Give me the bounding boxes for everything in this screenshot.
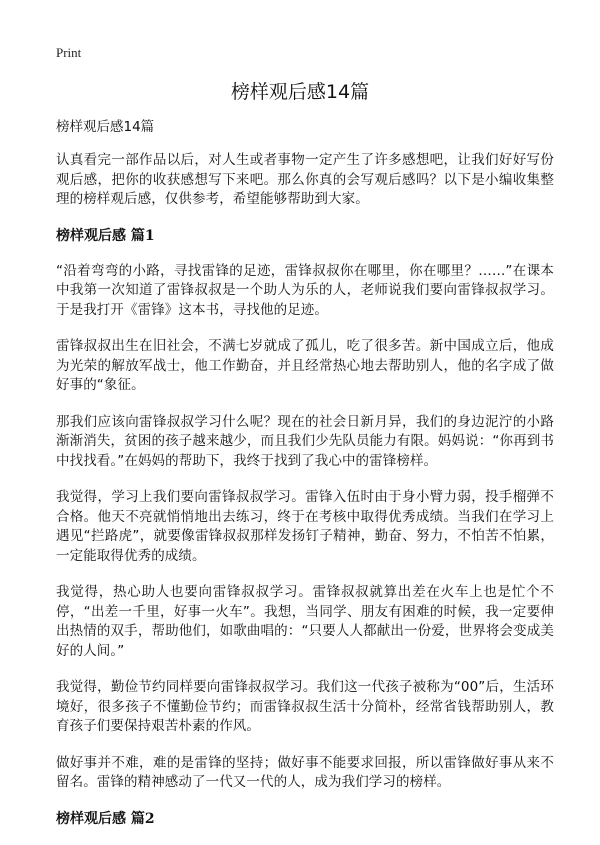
page-title: 榜样观后感14篇 bbox=[230, 81, 370, 103]
paragraph: 我觉得，勤俭节约同样要向雷锋叔叔学习。我们这一代孩子被称为“00”后，生活环境好，很多孩子不懂勤俭节约；而雷锋叔叔生活十分简朴，经常省钱帮助别人，教育孩子们要保持艰苦朴素的作风。 bbox=[56, 679, 554, 734]
print-label: Print bbox=[56, 45, 82, 60]
paragraph: 我觉得，热心助人也要向雷锋叔叔学习。雷锋叔叔就算出差在火车上也是忙个不停，“出差一千里，好事一火车”。我想，当同学、朋友有困难的时候，我一定要伸出热情的双手，帮助他们，如歌曲唱的：“只要人人都献出一份爱，世界将会变成美好的人间。” bbox=[56, 584, 554, 659]
section-1 bbox=[56, 227, 554, 793]
paragraph: 我觉得，学习上我们要向雷锋叔叔学习。雷锋入伍时由于身小臂力弱，投手榴弹不合格。他天不亮就悄悄地出去练习，终于在考核中取得优秀成绩。当我们在学习上遇见“拦路虎”，就要像雷锋叔叔那样发扬钉子精神，勤奋、努力，不怕苦不怕累，一定能取得优秀的成绩。 bbox=[56, 489, 554, 564]
document-body bbox=[56, 118, 554, 845]
paragraph: “沿着弯弯的小路，寻找雷锋的足迹，雷锋叔叔你在哪里，你在哪里？……”在课本中我第一次知道了雷锋叔叔是一个助人为乐的人，老师说我们要向雷锋叔叔学习。于是我打开《雷锋》这本书，寻找他的足迹。 bbox=[56, 262, 554, 318]
section-2 bbox=[56, 810, 554, 829]
section-heading: 榜样观后感 篇1 bbox=[56, 227, 155, 244]
paragraph: 雷锋叔叔出生在旧社会，不满七岁就成了孤儿，吃了很多苦。新中国成立后，他成为光荣的解放军战士，他工作勤奋，并且经常热心地去帮助别人，他的名字成了做好事的“象征。 bbox=[56, 338, 554, 393]
paragraph: 做好事并不难，难的是雷锋的坚持；做好事不能要求回报，所以雷锋做好事从来不留名。雷锋的精神感动了一代又一代的人，成为我们学习的榜样。 bbox=[56, 754, 554, 790]
section-heading: 榜样观后感 篇2 bbox=[56, 810, 155, 827]
paragraph: 那我们应该向雷锋叔叔学习什么呢？现在的社会日新月异，我们的身边泥泞的小路渐渐消失，贫困的孩子越来越少，而且我们少先队员能力有限。妈妈说：“你再到书中找找看。”在妈妈的帮助下，我终于找到了我心中的雷锋榜样。 bbox=[56, 413, 554, 469]
document-subtitle: 榜样观后感14篇 bbox=[56, 119, 155, 135]
intro-paragraph: 认真看完一部作品以后，对人生或者事物一定产生了许多感想吧，让我们好好写份观后感，把你的收获感想写下来吧。那么你真的会写观后感吗？以下是小编收集整理的榜样观后感，仅供参考，希望能够帮助到大家。 bbox=[56, 152, 554, 207]
